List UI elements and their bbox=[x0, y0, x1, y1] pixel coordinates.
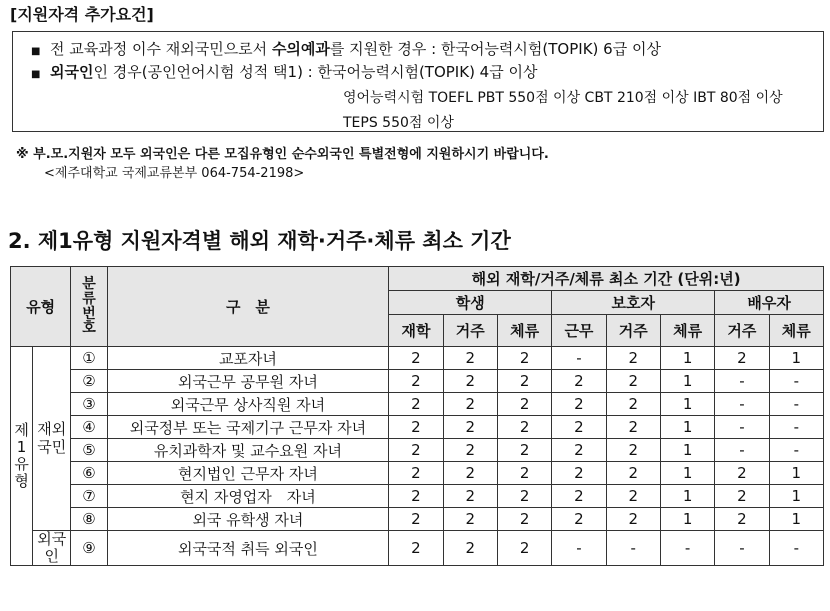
period-value-cell: - bbox=[715, 393, 769, 416]
period-value-cell: 2 bbox=[443, 439, 497, 462]
requirement-line-3: 영어능력시험 TOEFL PBT 550점 이상 CBT 210점 이상 IBT 80점 이상 bbox=[343, 90, 783, 106]
period-value-cell: 2 bbox=[552, 416, 606, 439]
col-header: 체류 bbox=[497, 315, 551, 347]
group-label-cell: 재외국민 bbox=[33, 347, 71, 531]
period-value-cell: 2 bbox=[552, 439, 606, 462]
row-number: ⑥ bbox=[71, 462, 107, 485]
period-value-cell: 2 bbox=[606, 439, 660, 462]
period-value-cell: 2 bbox=[552, 485, 606, 508]
table-row bbox=[11, 462, 824, 485]
table-row bbox=[11, 416, 824, 439]
period-value-cell: 2 bbox=[606, 393, 660, 416]
col-header: 체류 bbox=[660, 315, 714, 347]
period-value-cell: 1 bbox=[660, 393, 714, 416]
period-value-cell: - bbox=[552, 347, 606, 370]
period-value-cell: 2 bbox=[443, 416, 497, 439]
section-heading: 2. 제1유형 지원자격별 해외 재학·거주·체류 최소 기간 bbox=[8, 229, 511, 253]
period-value-cell: 2 bbox=[443, 393, 497, 416]
foreigner-note: ※ 부.모.지원자 모두 외국인은 다른 모집유형인 순수외국인 특별전형에 지원하시기 바랍니다. bbox=[16, 147, 549, 162]
table-row bbox=[11, 531, 824, 566]
row-number: ⑦ bbox=[71, 485, 107, 508]
requirement-line-4: TEPS 550점 이상 bbox=[343, 115, 454, 131]
period-value-cell: 2 bbox=[497, 531, 551, 566]
period-value-cell: - bbox=[769, 416, 823, 439]
contact-note: <제주대학교 국제교류본부 064-754-2198> bbox=[44, 166, 305, 181]
period-value-cell: 2 bbox=[443, 531, 497, 566]
period-value-cell: 2 bbox=[497, 439, 551, 462]
period-value-cell: 2 bbox=[606, 347, 660, 370]
requirements-box bbox=[12, 31, 824, 132]
type-label-cell: 제1유형 bbox=[11, 347, 33, 566]
group-label-cell: 외국인 bbox=[33, 531, 71, 566]
period-value-cell: - bbox=[769, 393, 823, 416]
table-row bbox=[11, 347, 824, 370]
row-category: 외국국적 취득 외국인 bbox=[107, 531, 389, 566]
col-header: 근무 bbox=[552, 315, 606, 347]
period-value-cell: 2 bbox=[389, 485, 443, 508]
period-value-cell: 2 bbox=[606, 508, 660, 531]
period-value-cell: - bbox=[769, 370, 823, 393]
period-value-cell: 2 bbox=[389, 508, 443, 531]
period-value-cell: 2 bbox=[552, 393, 606, 416]
period-value-cell: 2 bbox=[606, 370, 660, 393]
row-category: 현지법인 근무자 자녀 bbox=[107, 462, 389, 485]
period-value-cell: 2 bbox=[389, 370, 443, 393]
header-spouse: 배우자 bbox=[715, 291, 824, 315]
period-value-cell: 2 bbox=[715, 347, 769, 370]
row-number: ① bbox=[71, 347, 107, 370]
period-value-cell: 1 bbox=[660, 462, 714, 485]
period-value-cell: 1 bbox=[769, 508, 823, 531]
period-value-cell: 2 bbox=[606, 462, 660, 485]
period-value-cell: 2 bbox=[552, 462, 606, 485]
period-value-cell: 2 bbox=[497, 508, 551, 531]
period-value-cell: 1 bbox=[769, 462, 823, 485]
period-value-cell: 1 bbox=[660, 416, 714, 439]
header-period: 해외 재학/거주/체류 최소 기간 (단위:년) bbox=[389, 267, 824, 291]
row-category: 외국 유학생 자녀 bbox=[107, 508, 389, 531]
row-number: ⑧ bbox=[71, 508, 107, 531]
period-value-cell: - bbox=[715, 370, 769, 393]
period-value-cell: 2 bbox=[389, 416, 443, 439]
period-value-cell: 2 bbox=[497, 462, 551, 485]
requirement-line-1: ■ 전 교육과정 이수 재외국민으로서 수의예과를 지원한 경우 : 한국어능력시험(TOPIK) 6급 이상 bbox=[31, 40, 661, 58]
period-value-cell: - bbox=[660, 531, 714, 566]
row-category: 외국근무 공무원 자녀 bbox=[107, 370, 389, 393]
period-value-cell: 1 bbox=[660, 508, 714, 531]
period-value-cell: 1 bbox=[769, 485, 823, 508]
header-type: 유형 bbox=[11, 267, 71, 347]
period-value-cell: 2 bbox=[443, 508, 497, 531]
period-value-cell: 2 bbox=[389, 347, 443, 370]
period-value-cell: 2 bbox=[606, 485, 660, 508]
period-value-cell: 2 bbox=[389, 439, 443, 462]
period-value-cell: - bbox=[715, 531, 769, 566]
period-value-cell: 2 bbox=[497, 393, 551, 416]
period-value-cell: 2 bbox=[497, 485, 551, 508]
row-number: ④ bbox=[71, 416, 107, 439]
period-value-cell: 2 bbox=[443, 485, 497, 508]
table-row bbox=[11, 508, 824, 531]
header-division: 구 분 bbox=[107, 267, 389, 347]
period-value-cell: - bbox=[552, 531, 606, 566]
period-value-cell: 2 bbox=[389, 531, 443, 566]
period-value-cell: 2 bbox=[443, 370, 497, 393]
period-value-cell: 2 bbox=[443, 347, 497, 370]
col-header: 재학 bbox=[389, 315, 443, 347]
row-number: ③ bbox=[71, 393, 107, 416]
header-number: 분류번호 bbox=[71, 267, 107, 347]
period-value-cell: 2 bbox=[552, 508, 606, 531]
row-category: 교포자녀 bbox=[107, 347, 389, 370]
row-number: ⑨ bbox=[71, 531, 107, 566]
col-header: 거주 bbox=[715, 315, 769, 347]
col-header: 체류 bbox=[769, 315, 823, 347]
period-value-cell: 2 bbox=[389, 393, 443, 416]
header-guardian: 보호자 bbox=[552, 291, 715, 315]
row-number: ⑤ bbox=[71, 439, 107, 462]
period-value-cell: - bbox=[769, 439, 823, 462]
period-value-cell: 2 bbox=[715, 508, 769, 531]
period-value-cell: 2 bbox=[715, 462, 769, 485]
period-value-cell: 2 bbox=[443, 462, 497, 485]
period-value-cell: 2 bbox=[552, 370, 606, 393]
period-value-cell: 1 bbox=[769, 347, 823, 370]
requirement-line-2: ■ 외국인인 경우(공인언어시험 성적 택1) : 한국어능력시험(TOPIK) 4급 이상 bbox=[31, 63, 538, 81]
period-value-cell: 2 bbox=[715, 485, 769, 508]
period-value-cell: - bbox=[769, 531, 823, 566]
period-value-cell: - bbox=[715, 416, 769, 439]
row-category: 외국정부 또는 국제기구 근무자 자녀 bbox=[107, 416, 389, 439]
period-value-cell: 2 bbox=[389, 462, 443, 485]
col-header: 거주 bbox=[443, 315, 497, 347]
table-row bbox=[11, 370, 824, 393]
row-category: 외국근무 상사직원 자녀 bbox=[107, 393, 389, 416]
period-value-cell: - bbox=[606, 531, 660, 566]
bullet-icon: ■ bbox=[31, 46, 41, 57]
period-value-cell: 2 bbox=[497, 347, 551, 370]
period-value-cell: 2 bbox=[606, 416, 660, 439]
section-title: [지원자격 추가요건] bbox=[10, 5, 154, 24]
period-value-cell: 2 bbox=[497, 416, 551, 439]
period-value-cell: 1 bbox=[660, 485, 714, 508]
period-value-cell: - bbox=[715, 439, 769, 462]
period-value-cell: 1 bbox=[660, 370, 714, 393]
row-category: 현지 자영업자 자녀 bbox=[107, 485, 389, 508]
bullet-icon: ■ bbox=[31, 69, 41, 80]
table-row bbox=[11, 485, 824, 508]
table-row bbox=[11, 393, 824, 416]
row-number: ② bbox=[71, 370, 107, 393]
header-student: 학생 bbox=[389, 291, 552, 315]
col-header: 거주 bbox=[606, 315, 660, 347]
period-value-cell: 2 bbox=[497, 370, 551, 393]
period-value-cell: 1 bbox=[660, 347, 714, 370]
row-category: 유치과학자 및 교수요원 자녀 bbox=[107, 439, 389, 462]
table-row bbox=[11, 439, 824, 462]
period-value-cell: 1 bbox=[660, 439, 714, 462]
period-table bbox=[10, 266, 824, 566]
